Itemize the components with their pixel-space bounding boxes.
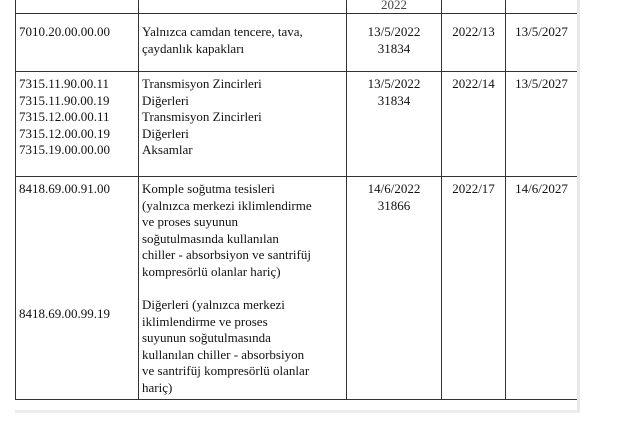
tariff-code: 7315.12.00.00.11 <box>19 109 110 124</box>
cell-description <box>139 72 347 177</box>
decision-number: 2022/14 <box>452 76 495 91</box>
description-line: Transmisyon Zincirleri <box>142 76 262 91</box>
tariff-code: 8418.69.00.91.00 <box>19 181 110 196</box>
partial-text: 2022 <box>381 0 407 12</box>
cell-date <box>347 177 442 400</box>
description-line: Komple soğutma tesisleri <box>142 181 275 196</box>
gazette-date: 14/6/2022 <box>367 181 421 196</box>
page-edge-shadow <box>15 410 580 413</box>
tariff-code: 7315.19.00.00.00 <box>19 142 110 157</box>
cell-code <box>16 177 139 400</box>
gazette-date: 13/5/2022 <box>367 24 421 39</box>
description-line: ve proses suyunun <box>142 214 239 229</box>
cell-description <box>139 177 347 400</box>
description-line: Yalnızca camdan tencere, tava, <box>142 24 303 39</box>
description-line: soğutulmasında kullanılan <box>142 230 279 246</box>
decision-number: 2022/17 <box>452 181 495 196</box>
description-line: suyunun soğutulmasında <box>142 330 271 345</box>
gazette-number: 31834 <box>377 92 411 108</box>
page-edge-shadow <box>577 0 580 412</box>
description-line: kompresörlü olanlar hariç) <box>142 263 281 279</box>
description-line: kullanılan chiller - absorbsiyon <box>142 346 305 362</box>
cell-decision-no <box>442 0 506 14</box>
tariff-code: 7315.11.90.00.11 <box>19 76 110 91</box>
cell-code <box>16 14 139 72</box>
cell-end-date <box>506 177 578 400</box>
description-line: hariç) <box>142 379 173 395</box>
description-line: Transmisyon Zincirleri <box>142 109 262 124</box>
cell-decision-no <box>442 14 506 72</box>
cell-end-date <box>506 72 578 177</box>
gazette-date: 13/5/2022 <box>367 76 421 91</box>
description-line: iklimlendirme ve proses <box>142 313 268 329</box>
tariff-code: 8418.69.00.99.19 <box>19 305 110 321</box>
cell-decision-no <box>442 177 506 400</box>
gazette-number: 31834 <box>377 40 411 56</box>
description-line: chiller - absorbsiyon ve santrifüj <box>142 247 311 262</box>
table-row-partial <box>16 0 578 14</box>
cell-code <box>16 72 139 177</box>
description-line: Diğerleri <box>142 125 189 141</box>
description-line: çaydanlık kapakları <box>142 40 245 56</box>
tariff-code: 7315.11.90.00.19 <box>19 92 110 108</box>
end-date: 13/5/2027 <box>515 76 568 91</box>
table-row <box>16 14 578 72</box>
description-line: (yalnızca merkezi iklimlendirme <box>142 197 312 213</box>
gazette-number: 31866 <box>377 197 411 213</box>
tariff-table <box>15 0 578 400</box>
description-line: Aksamlar <box>142 142 193 157</box>
cell-description <box>139 14 347 72</box>
cell-end-date <box>506 14 578 72</box>
cell-code <box>16 0 139 14</box>
cell-date <box>347 0 442 14</box>
cell-date <box>347 72 442 177</box>
end-date: 13/5/2027 <box>515 24 568 39</box>
cell-description <box>139 0 347 14</box>
cell-date <box>347 14 442 72</box>
decision-number: 2022/13 <box>452 24 495 39</box>
tariff-code: 7010.20.00.00.00 <box>19 24 110 39</box>
tariff-code: 7315.12.00.00.19 <box>19 125 110 141</box>
description-line: ve santrifüj kompresörlü olanlar <box>142 363 310 378</box>
end-date: 14/6/2027 <box>515 181 568 196</box>
cell-end-date <box>506 0 578 14</box>
table-row <box>16 72 578 177</box>
description-line: Diğerleri <box>142 92 189 108</box>
cell-decision-no <box>442 72 506 177</box>
description-line: Diğerleri (yalnızca merkezi <box>142 297 285 312</box>
table-row <box>16 177 578 400</box>
